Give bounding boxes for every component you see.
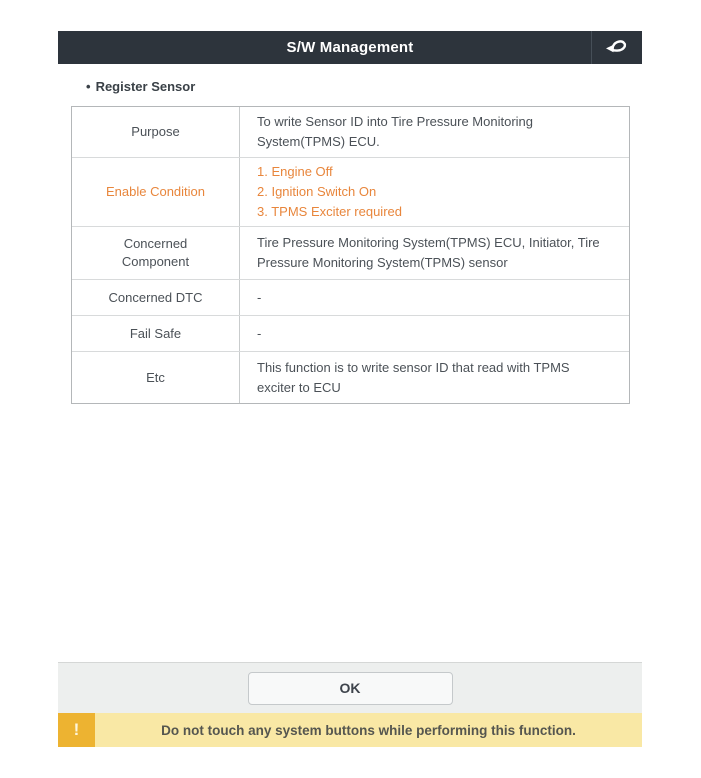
page-title: S/W Management bbox=[286, 39, 414, 56]
ok-button[interactable]: OK bbox=[248, 672, 453, 705]
back-button[interactable] bbox=[591, 31, 642, 64]
condition-line: 1. Engine Off bbox=[257, 164, 333, 179]
header-bar bbox=[58, 31, 642, 64]
section-label bbox=[86, 79, 195, 94]
table-row-concerned-dtc bbox=[72, 280, 629, 316]
row-label-cell: Concerned Component bbox=[72, 227, 240, 279]
warning-message: Do not touch any system buttons while performing this function. bbox=[95, 713, 642, 747]
row-value-cell: - bbox=[257, 325, 262, 341]
return-arrow-icon bbox=[605, 36, 629, 59]
exclamation-icon: ! bbox=[58, 713, 95, 747]
bullet-icon: • bbox=[86, 79, 91, 94]
condition-line: 3. TPMS Exciter required bbox=[257, 204, 402, 219]
row-label-cell: Enable Condition bbox=[72, 158, 240, 226]
footer-bar bbox=[58, 662, 642, 713]
table-row-fail-safe bbox=[72, 316, 629, 352]
row-value-cell: - bbox=[257, 289, 262, 305]
table-row-enable-condition bbox=[72, 158, 629, 227]
row-label-cell: Etc bbox=[72, 352, 240, 403]
row-value-cell bbox=[240, 158, 629, 226]
row-value-cell: Tire Pressure Monitoring System(TPMS) ECU, Initiator, Tire Pressure Monitoring System(TPMS) sensor bbox=[257, 235, 600, 270]
spec-table bbox=[71, 106, 630, 404]
table-row-etc bbox=[72, 352, 629, 403]
row-label-cell: Fail Safe bbox=[72, 316, 240, 351]
row-value-cell: To write Sensor ID into Tire Pressure Monitoring System(TPMS) ECU. bbox=[257, 114, 533, 149]
warning-bar bbox=[58, 713, 642, 747]
table-row-purpose bbox=[72, 107, 629, 158]
condition-line: 2. Ignition Switch On bbox=[257, 184, 377, 199]
section-label-text: Register Sensor bbox=[95, 79, 196, 94]
row-label-cell: Concerned DTC bbox=[72, 280, 240, 315]
table-row-concerned-component bbox=[72, 227, 629, 280]
row-value-cell: This function is to write sensor ID that read with TPMS exciter to ECU bbox=[257, 359, 570, 395]
row-label-cell: Purpose bbox=[72, 107, 240, 157]
